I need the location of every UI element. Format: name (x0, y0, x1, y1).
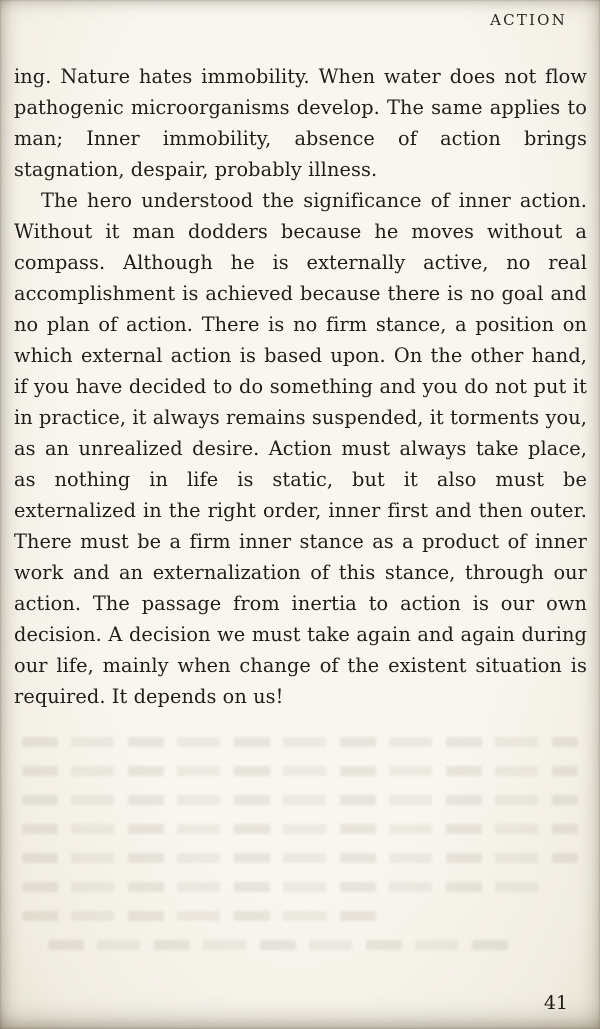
bleed-through-line (22, 766, 578, 776)
paragraph: ing. Nature hates immobility. When water does not flow pathogenic microorganisms develop. The same applies to man; Inner immobility, absence of action brings stagnation, despair, probably illness. (14, 65, 587, 181)
bleed-through-line (22, 795, 578, 805)
bleed-through-line (48, 940, 515, 950)
page-number: 41 (543, 992, 568, 1014)
bleed-through-line (22, 853, 578, 863)
running-header: ACTION (490, 11, 567, 29)
page-body (14, 61, 587, 712)
bleed-through-line (22, 882, 545, 892)
bleed-through-line (22, 737, 578, 747)
bleed-through-line (22, 911, 389, 921)
bleed-through-text (22, 737, 578, 969)
paragraph: The hero understood the significance of inner action. Without it man dodders because he moves without a compass. Although he is externally active, no real accomplishment is achieved because there is no goal and no plan of action. There is no firm stance, a position on which external action is based upon. On the other hand, if you have decided to do something and you do not put it in practice, it always remains suspended, it torments you, as an unrealized desire. Action must always take place, as nothing in life is static, but it also must be externalized in the right order, inner first and then outer. There must be a firm inner stance as a product of inner work and an externalization of this stance, through our action. The passage from inertia to action is our own decision. A decision we must take again and again during our life, mainly when change of the existent situation is required. It depends on us! (14, 189, 587, 708)
bleed-through-line (22, 824, 578, 834)
